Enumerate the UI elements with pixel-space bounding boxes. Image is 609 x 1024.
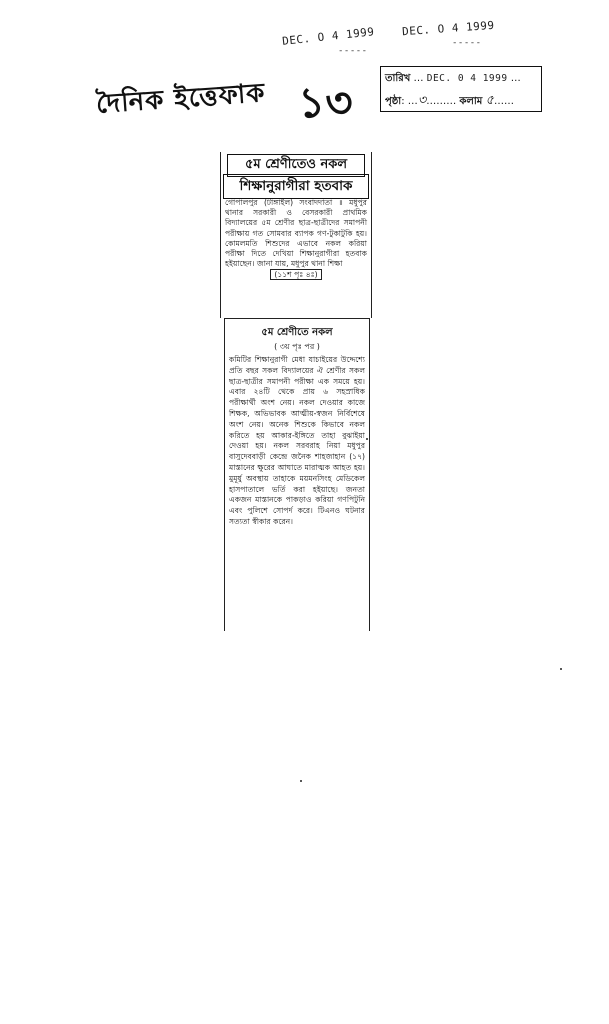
meta-date-stamp: DEC. 0 4 1999 — [426, 73, 508, 84]
continuation-subhead: ( ৩য় পৃঃ পর ) — [274, 342, 320, 351]
continuation-headline: ৫ম শ্রেণীতে নকল — [261, 327, 333, 338]
meta-page-value: ৩ — [417, 93, 427, 108]
meta-column-value: ৫ — [485, 93, 494, 108]
date-stamp-left: DEC. O 4 1999 — [281, 25, 376, 48]
article-lead-text: গোপালপুর (টাঙ্গাইল) সংবাদদাতা ॥ মধুপুর থানার সরকারী ও বেসরকারী প্রাথমিক বিদ্যালয়ের ৫ম শ্রেণীর ছাত্র-ছাত্রীদের সমাপনী পরীক্ষায় গত সোমবার ব্যাপক গণ-টুকাটুকি হয়। কোমলমতি শিশুদের এভাবে নকল করিয়া পরীক্ষা দিতে দেখিয়া শিক্ষানুরাগীরা হতবাক হইয়াছেন। জানা যায়, মধুপুর থানা শিক্ষা — [225, 198, 367, 269]
news-clipping-top — [220, 152, 372, 318]
meta-date-row: তারিখ … DEC. 0 4 1999 … — [385, 73, 521, 84]
meta-page-row: পৃষ্ঠা: …৩……… কলাম ৫…… — [385, 93, 514, 108]
meta-column-label: কলাম — [459, 96, 483, 107]
scan-speck — [560, 668, 562, 670]
meta-date-label: তারিখ — [385, 73, 411, 84]
article-headline-line1: ৫ম শ্রেণীতেও নকল — [227, 154, 365, 177]
article-headline-line2: শিক্ষানুরাগীরা হতবাক — [223, 174, 369, 199]
continuation-body: কমিটির শিক্ষানুরাগী মেধা যাচাইয়ের উদ্দেশ্যে প্রতি বছর সকল বিদ্যালয়ের ঐ শ্রেণীর সকল ছাত্র-ছাত্রীর সমাপনী পরীক্ষা এক সময়ে হয়। এবার ২৪টি থেকে প্রায় ৬ সহস্রাধিক পরীক্ষার্থী অংশ নেয়। নকল দেওয়ার কাজে শিক্ষক, অভিভাবক আত্মীয়-স্বজন নির্বিশেষে অংশ নেয়। অনেক শিশুকে কিভাবে নকল করিতে হয় আকার-ইঙ্গিতে তাহা বুঝাইয়া দেওয়া হয়। নকল সরবরাহ নিয়া মধুপুর বাসুদেববাড়ী কেন্দ্রে জনৈক শাহজাহান (১৭) মাস্তানের ক্ষুরের আঘাতে মারাত্মক আহত হয়। মুমূর্ষু অবস্থায় তাহাকে ময়মনসিংহ মেডিকেল হাসপাতালে ভর্তি করা হইয়াছে। জনতা একজন মাস্তানকে পাকড়াও করিয়া গণপিটুনি এবং পুলিশে সোপর্দ করে। টিএনও ঘটনার সত্যতা স্বীকার করেন। — [229, 355, 365, 526]
stamp-dash-left: ----- — [338, 46, 368, 56]
article-continued-note: (১১শ পৃঃ ৪ঃ) — [225, 270, 367, 280]
stamp-dash-right: ----- — [452, 38, 482, 48]
news-clipping-continuation — [224, 318, 370, 631]
clipping-meta-box — [380, 66, 542, 112]
meta-page-label: পৃষ্ঠা — [385, 96, 402, 107]
article-lead — [225, 198, 367, 281]
date-stamp-right: DEC. O 4 1999 — [401, 18, 495, 39]
scan-speck — [300, 780, 302, 782]
newspaper-masthead: দৈনিক ইত্তেফাক — [95, 78, 267, 120]
page-number-handwritten: ১৩ — [298, 78, 353, 127]
scan-speck — [366, 438, 368, 440]
